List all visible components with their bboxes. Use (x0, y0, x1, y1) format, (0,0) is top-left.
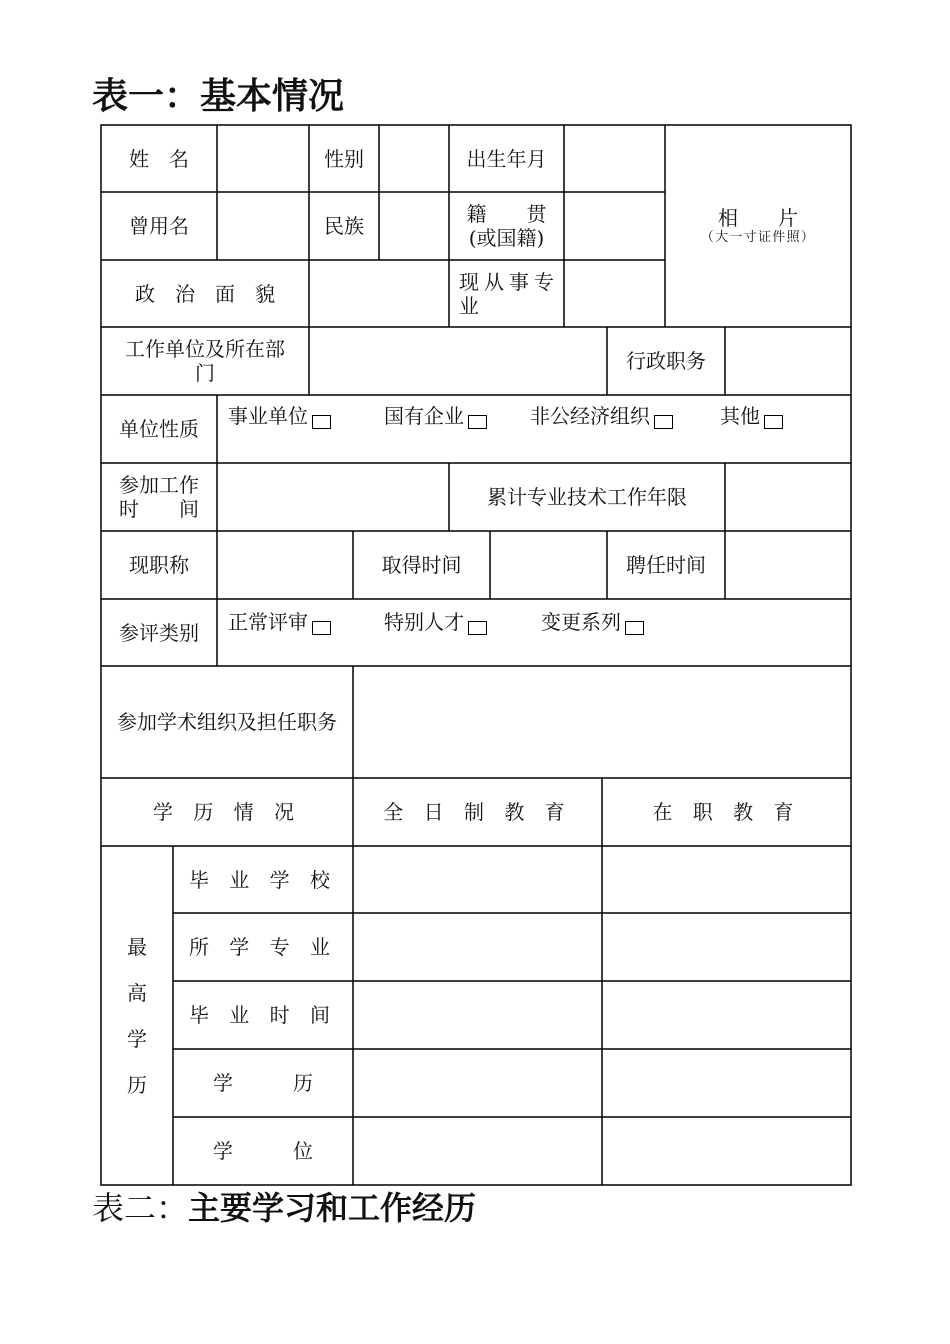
education-header: 学 历 情 况 (152, 800, 302, 824)
checkbox-non-public[interactable] (654, 415, 673, 429)
unit-nature-option-public-institution[interactable]: 事业单位 (228, 404, 331, 429)
checkbox-special-talent[interactable] (468, 621, 487, 635)
admin-position-label: 行政职务 (626, 349, 706, 373)
photo-note: （大一寸证件照） (700, 230, 816, 246)
academic-org-label: 参加学术组织及担任职务 (117, 710, 337, 734)
current-title-label: 现职称 (129, 553, 189, 577)
work-unit-field[interactable] (309, 327, 607, 395)
unit-nature-option-non-public[interactable]: 非公经济组织 (530, 404, 673, 429)
unit-nature-option-state-owned[interactable]: 国有企业 (384, 404, 487, 429)
gender-field[interactable] (379, 125, 449, 192)
checkbox-state-owned[interactable] (468, 415, 487, 429)
full-time-education-field[interactable] (353, 1049, 602, 1117)
degree-label: 学 位 (213, 1139, 313, 1163)
table2-title (92, 1189, 477, 1227)
prof-years-field[interactable] (725, 463, 851, 531)
table2-title-main: 主要学习和工作经历 (188, 1189, 477, 1227)
ethnicity-label: 民族 (324, 214, 364, 238)
on-job-major-field[interactable] (602, 913, 851, 981)
education-degree-label: 学 历 (213, 1071, 313, 1095)
gender-label: 性别 (324, 146, 364, 171)
native-place-label: 籍 贯 (或国籍) (466, 202, 547, 250)
checkbox-other[interactable] (764, 415, 783, 429)
full-time-school-field[interactable] (353, 846, 602, 913)
name-label: 姓 名 (129, 146, 189, 171)
name-field[interactable] (217, 125, 309, 192)
former-name-label: 曾用名 (129, 214, 189, 238)
birth-label: 出生年月 (466, 146, 547, 171)
table1-title: 表一：基本情况 (92, 75, 345, 117)
on-job-school-field[interactable] (602, 846, 851, 913)
on-job-graduate-time-field[interactable] (602, 981, 851, 1049)
native-place-field[interactable] (564, 192, 665, 260)
review-option-special[interactable]: 特别人才 (384, 610, 487, 635)
full-time-degree-field[interactable] (353, 1117, 602, 1185)
work-start-label: 参加工作 时 间 (119, 473, 199, 521)
appoint-time-label: 聘任时间 (626, 553, 706, 577)
checkbox-normal-review[interactable] (312, 621, 331, 635)
work-unit-label: 工作单位及所在部 门 (125, 337, 285, 385)
major-label: 所 学 专 业 (188, 935, 338, 959)
admin-position-field[interactable] (725, 327, 851, 395)
on-job-header: 在 职 教 育 (652, 800, 801, 824)
current-profession-label: 现从事专 业 (459, 269, 559, 318)
photo-label: 相 片 (718, 206, 798, 231)
full-time-graduate-time-field[interactable] (353, 981, 602, 1049)
full-time-header: 全 日 制 教 育 (383, 800, 572, 824)
current-title-field[interactable] (217, 531, 353, 599)
ethnicity-field[interactable] (379, 192, 449, 260)
graduate-school-label: 毕 业 学 校 (188, 867, 338, 892)
review-type-label: 参评类别 (119, 620, 199, 645)
review-option-change[interactable]: 变更系列 (541, 610, 644, 635)
review-option-normal[interactable]: 正常评审 (228, 610, 331, 635)
appoint-time-field[interactable] (725, 531, 851, 599)
political-status-field[interactable] (309, 260, 449, 327)
academic-org-field[interactable] (353, 666, 851, 778)
current-profession-field[interactable] (564, 260, 665, 327)
prof-years-label: 累计专业技术工作年限 (487, 485, 687, 509)
full-time-major-field[interactable] (353, 913, 602, 981)
table2-title-prefix: 表二： (92, 1189, 189, 1227)
birth-field[interactable] (564, 125, 665, 192)
political-status-label: 政 治 面 貌 (135, 281, 275, 306)
obtain-time-label: 取得时间 (381, 553, 462, 577)
on-job-degree-field[interactable] (602, 1117, 851, 1185)
work-start-field[interactable] (217, 463, 449, 531)
checkbox-public-institution[interactable] (312, 415, 331, 429)
checkbox-change-series[interactable] (625, 621, 644, 635)
unit-nature-label: 单位性质 (119, 417, 199, 441)
photo-box[interactable] (665, 125, 851, 327)
graduate-time-label: 毕 业 时 间 (188, 1003, 338, 1027)
unit-nature-option-other[interactable]: 其他 (720, 404, 783, 429)
on-job-education-field[interactable] (602, 1049, 851, 1117)
highest-education-label: 最 高 学 历 (127, 934, 147, 1097)
former-name-field[interactable] (217, 192, 309, 260)
obtain-time-field[interactable] (490, 531, 607, 599)
